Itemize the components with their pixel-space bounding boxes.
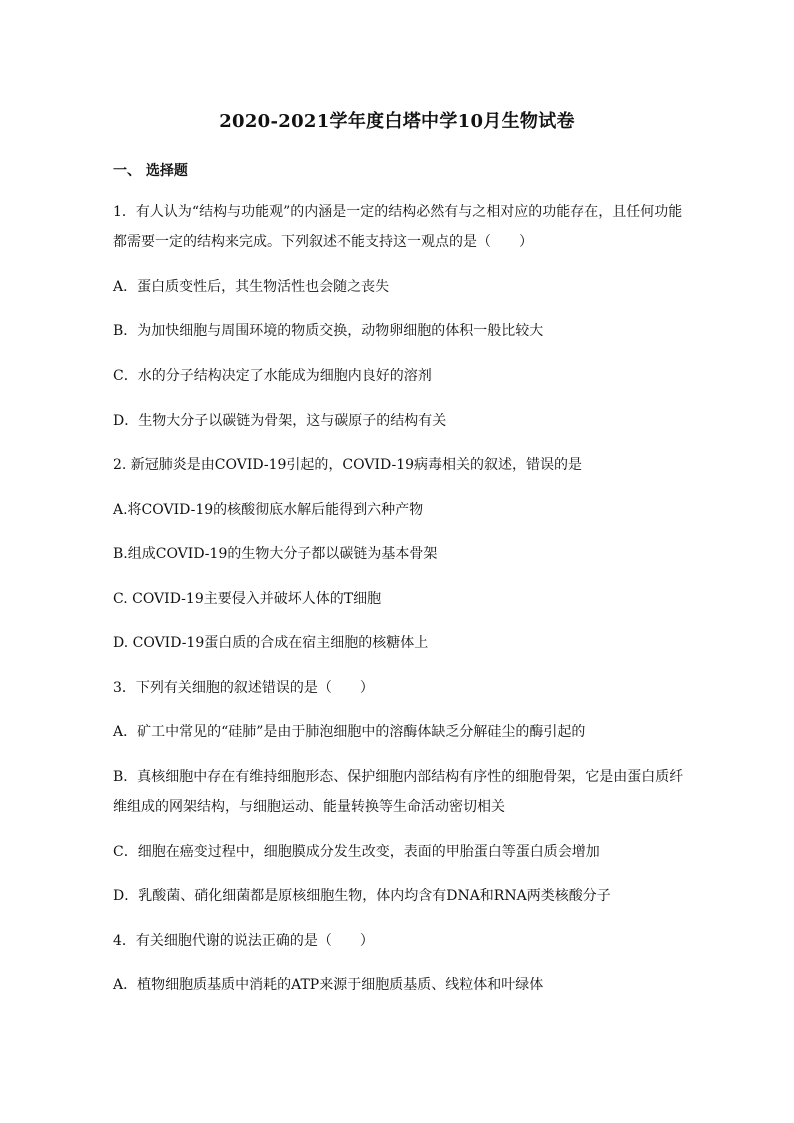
question-4-stem: 4．有关细胞代谢的说法正确的是（ ） [113,933,374,949]
section-heading: 一、 选择题 [113,163,188,179]
question-4-option-a: A．植物细胞质基质中消耗的ATP来源于细胞质基质、线粒体和叶绿体 [113,977,544,993]
question-2-option-d: D. COVID-19蛋白质的合成在宿主细胞的核糖体上 [113,635,429,651]
question-2-option-b: B.组成COVID-19的生物大分子都以碳链为基本骨架 [113,546,438,562]
question-3-option-b-line-2: 维组成的网架结构，与细胞运动、能量转换等生命活动密切相关 [113,799,505,815]
question-3-stem: 3．下列有关细胞的叙述错误的是（ ） [113,680,374,696]
question-1-option-b: B．为加快细胞与周围环境的物质交换，动物卵细胞的体积一般比较大 [113,323,544,339]
question-3-option-c: C．细胞在癌变过程中，细胞膜成分发生改变，表面的甲胎蛋白等蛋白质会增加 [113,844,600,860]
question-2-option-c: C. COVID-19主要侵入并破坏人体的T细胞 [113,591,382,607]
question-2-option-a: A.将COVID-19的核酸彻底水解后能得到六种产物 [113,502,424,518]
page-title: 2020-2021学年度白塔中学10月生物试卷 [219,111,575,132]
question-2-stem: 2. 新冠肺炎是由COVID-19引起的，COVID-19病毒相关的叙述，错误的是 [113,457,583,473]
question-3-option-b-line-1: B．真核细胞中存在有维持细胞形态、保护细胞内部结构有序性的细胞骨架，它是由蛋白质纤 [113,769,684,785]
question-1-option-a: A．蛋白质变性后，其生物活性也会随之丧失 [113,279,390,295]
question-1-stem-line-1: 1．有人认为“结构与功能观”的内涵是一定的结构必然有与之相对应的功能存在，且任何功能 [113,204,683,220]
question-1-stem-line-2: 都需要一定的结构来完成。下列叙述不能支持这一观点的是（ ） [113,234,533,250]
question-1-option-d: D．生物大分子以碳链为骨架，这与碳原子的结构有关 [113,413,447,429]
question-1-option-c: C．水的分子结构决定了水能成为细胞内良好的溶剂 [113,368,432,384]
question-3-option-d: D．乳酸菌、硝化细菌都是原核细胞生物，体内均含有DNA和RNA两类核酸分子 [113,888,611,904]
question-3-option-a: A．矿工中常见的“硅肺”是由于肺泡细胞中的溶酶体缺乏分解硅尘的酶引起的 [113,724,586,740]
